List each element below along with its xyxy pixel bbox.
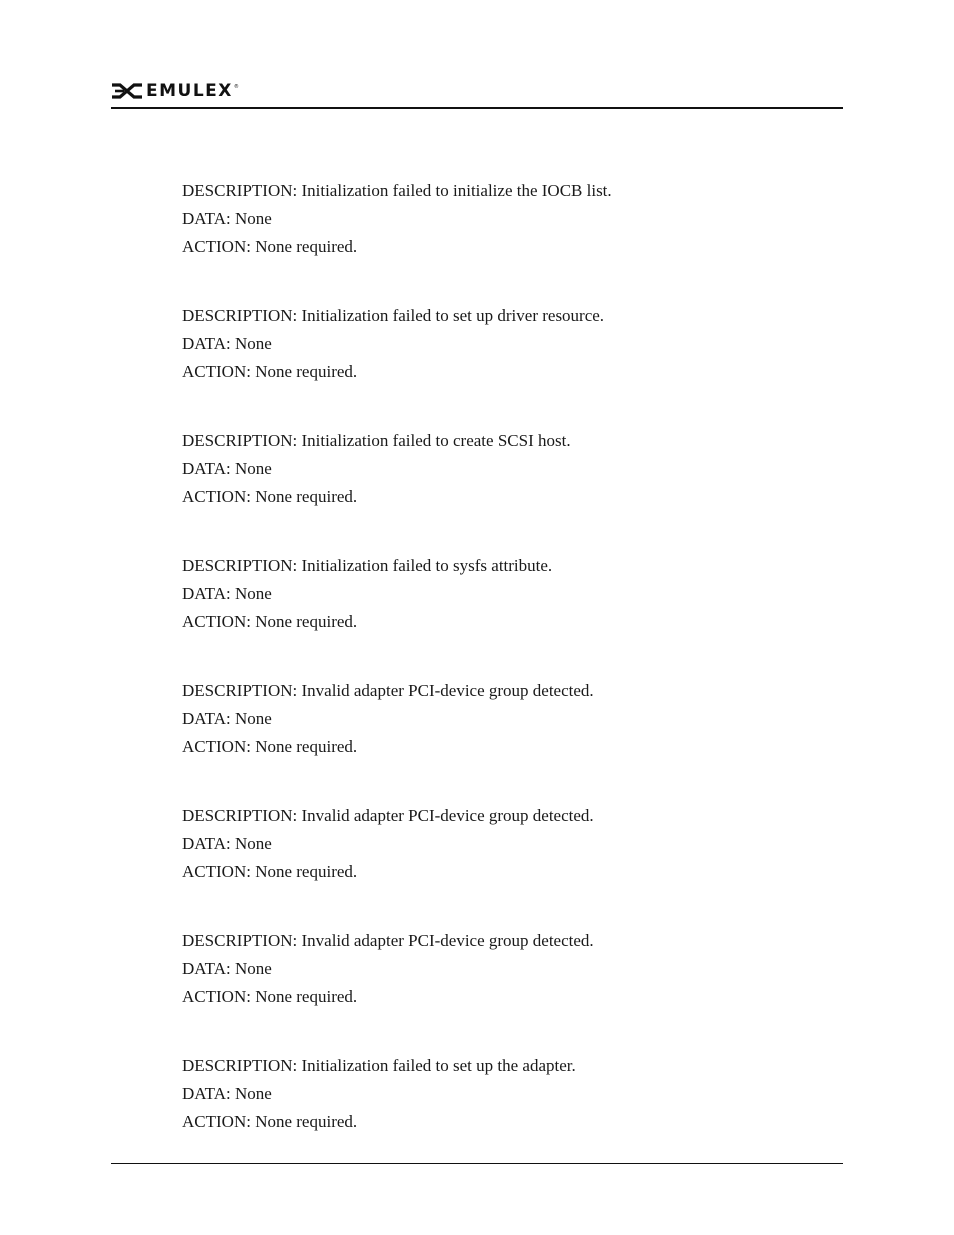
entry-action: ACTION: None required. [182,1112,358,1131]
entry-description: DESCRIPTION: Initialization failed to create SCSI host. [182,431,571,450]
entry-action: ACTION: None required. [182,612,358,631]
entry-description: DESCRIPTION: Invalid adapter PCI-device group detected. [182,681,594,700]
entry-action: ACTION: None required. [182,237,358,256]
emulex-logo [111,80,239,102]
message-entry [182,177,822,302]
message-list [182,177,822,1177]
entry-data: DATA: None [182,709,272,728]
message-entry [182,1052,822,1177]
entry-description: DESCRIPTION: Initialization failed to set up the adapter. [182,1056,576,1075]
entry-action: ACTION: None required. [182,362,358,381]
trademark-mark: ® [233,84,239,90]
entry-action: ACTION: None required. [182,862,358,881]
entry-description: DESCRIPTION: Initialization failed to set up driver resource. [182,306,605,325]
header-divider [111,107,843,109]
entry-data: DATA: None [182,959,272,978]
message-entry [182,552,822,677]
entry-action: ACTION: None required. [182,487,358,506]
message-entry [182,677,822,802]
footer-divider [111,1163,843,1164]
entry-description: DESCRIPTION: Invalid adapter PCI-device group detected. [182,931,594,950]
entry-action: ACTION: None required. [182,737,358,756]
emulex-logo-icon [111,82,143,100]
entry-description: DESCRIPTION: Invalid adapter PCI-device group detected. [182,806,594,825]
brand-name: EMULEX [146,80,233,101]
entry-data: DATA: None [182,459,272,478]
entry-description: DESCRIPTION: Initialization failed to sysfs attribute. [182,556,553,575]
entry-data: DATA: None [182,1084,272,1103]
message-entry [182,302,822,427]
entry-data: DATA: None [182,834,272,853]
entry-data: DATA: None [182,334,272,353]
entry-action: ACTION: None required. [182,987,358,1006]
message-entry [182,427,822,552]
entry-data: DATA: None [182,584,272,603]
message-entry [182,927,822,1052]
message-entry [182,802,822,927]
entry-data: DATA: None [182,209,272,228]
page-header [111,78,843,110]
entry-description: DESCRIPTION: Initialization failed to initialize the IOCB list. [182,181,612,200]
